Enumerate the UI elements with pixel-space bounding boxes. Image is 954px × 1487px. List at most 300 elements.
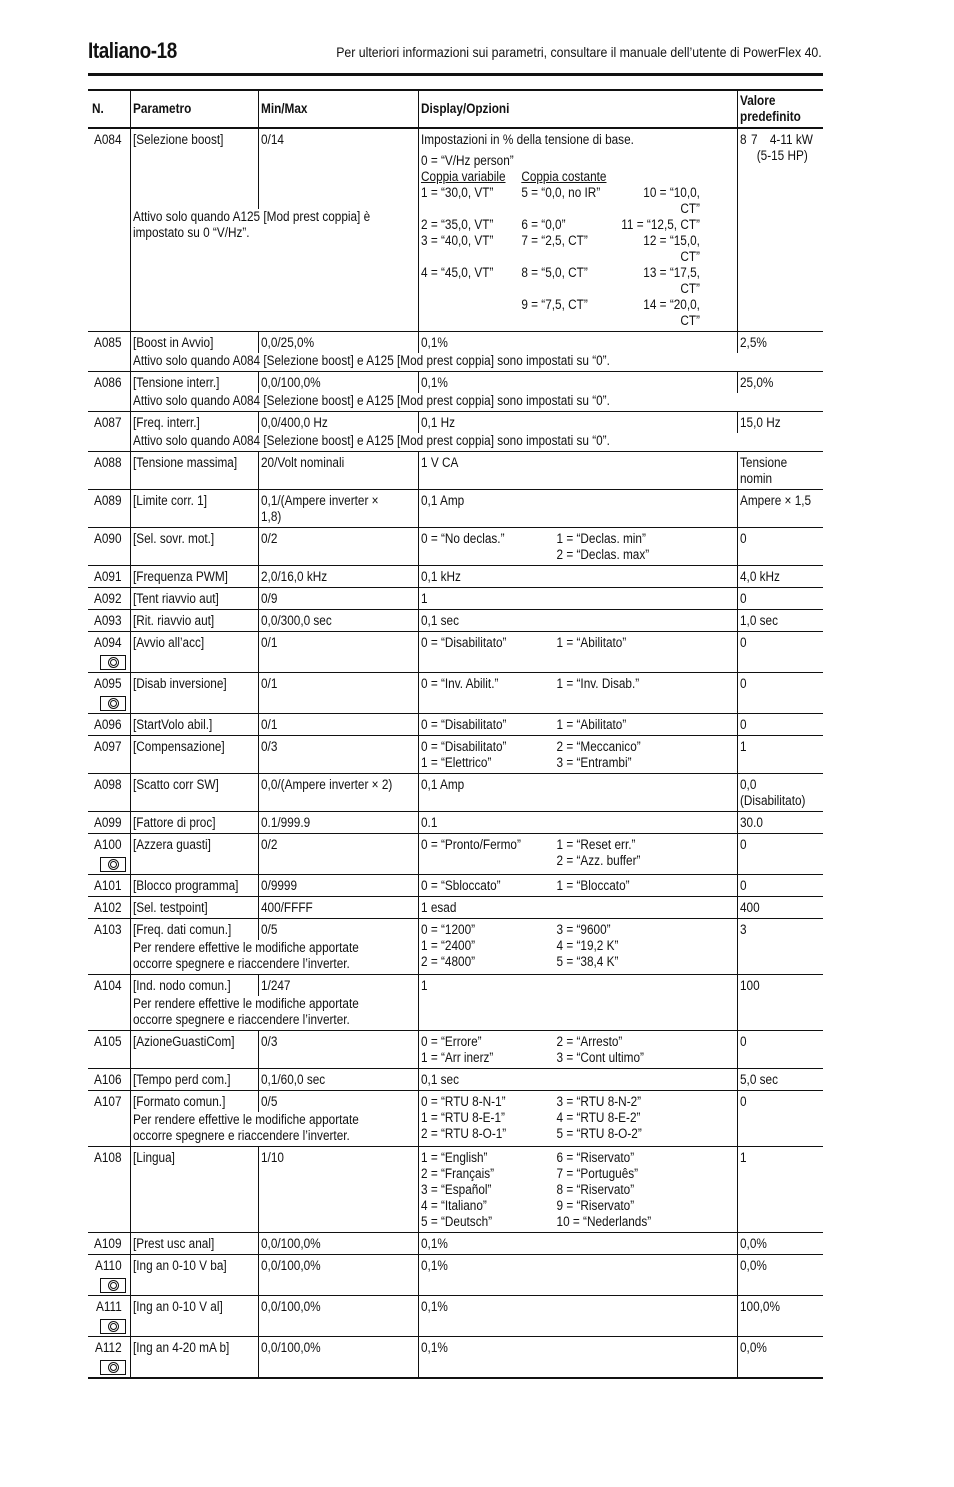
header-rule [88, 73, 823, 76]
table-cell [258, 412, 418, 434]
table-cell [418, 774, 737, 812]
cell-text: 15,0 Hz [739, 415, 781, 430]
cell-text: A111 [96, 1299, 122, 1314]
cell-text: 0,0 (Disabilitato) [739, 777, 805, 808]
table-cell [88, 412, 130, 434]
cell-text: 0/2 [260, 837, 277, 852]
table-row [88, 610, 823, 632]
table-cell [258, 673, 418, 714]
table-row [88, 412, 823, 434]
cell-text: 0 = “RTU 8-N-1” 1 = “RTU 8-E-1” 2 = “RTU 8-O-1” [420, 1094, 506, 1141]
table-cell [258, 1091, 418, 1113]
cell-text: Coppia costante [520, 169, 606, 184]
cell-text: 7 [750, 132, 758, 147]
table-cell [418, 588, 737, 610]
table-cell [418, 490, 737, 528]
table-cell [88, 1337, 130, 1379]
table-row [88, 588, 823, 610]
table-cell [258, 332, 418, 354]
cell-text: A084 [94, 132, 122, 147]
table-cell [737, 897, 823, 919]
table-row [88, 1147, 823, 1233]
table-cell [418, 528, 737, 566]
cell-text: Attivo solo quando A125 [Mod prest coppia] è impostato su 0 “V/Hz”. [132, 209, 370, 240]
cell-text: A090 [94, 531, 122, 546]
table-cell [418, 1337, 737, 1379]
table-cell [418, 1233, 737, 1255]
table-row [88, 714, 823, 736]
param-display [418, 128, 737, 332]
table-cell [418, 975, 737, 1031]
table-cell [88, 919, 130, 975]
cell-text: Ampere × 1,5 [739, 493, 811, 508]
cell-text: 0 = “Sbloccato” [420, 878, 501, 893]
cell-text: 0 [739, 717, 747, 732]
table-cell [737, 372, 823, 394]
param-note [130, 940, 418, 975]
table-cell [258, 588, 418, 610]
table-cell [130, 1091, 258, 1113]
table-row [88, 975, 823, 997]
table-cell [130, 588, 258, 610]
cell-text: 6 = “Riservato” 7 = “Português” 8 = “Riservato” 9 = “Riservato” 10 = “Nederlands” [556, 1150, 651, 1229]
table-cell [737, 1031, 823, 1069]
stop-drive-icon [100, 857, 126, 872]
cell-text: A099 [94, 815, 122, 830]
cell-text: 1 = “Reset err.” 2 = “Azz. buffer” [556, 837, 640, 868]
cell-text: 2,0/16,0 kHz [260, 569, 327, 584]
table-cell [737, 875, 823, 897]
cell-text: Tensione nomin [739, 455, 787, 486]
cell-text: [Selezione boost] [132, 132, 223, 147]
table-cell [130, 566, 258, 588]
cell-text: 0,1 Amp [420, 493, 464, 508]
table-cell [258, 714, 418, 736]
cell-text: A100 [94, 837, 122, 852]
table-cell [88, 528, 130, 566]
cell-text: 0/9999 [260, 878, 297, 893]
table-cell [130, 919, 258, 941]
table-row [88, 528, 823, 566]
cell-text: [Formato comun.] [132, 1094, 225, 1109]
table-cell [258, 812, 418, 834]
cell-text: 0,1% [420, 335, 448, 350]
cell-text: 0/1 [260, 717, 277, 732]
cell-text: 4,0 kHz [739, 569, 780, 584]
cell-text: 0.1/999.9 [260, 815, 310, 830]
param-note [130, 209, 418, 332]
table-cell [88, 812, 130, 834]
cell-text: 0,0/100,0% [260, 1340, 321, 1355]
cell-text: 0 = “1200” 1 = “2400” 2 = “4800” [420, 922, 475, 969]
cell-text: 0/9 [260, 591, 277, 606]
cell-text: Attivo solo quando A084 [Selezione boost] e A125 [Mod prest coppia] sono impostati su “0”. [132, 433, 610, 448]
cell-text: A112 [95, 1340, 122, 1355]
table-cell [258, 372, 418, 394]
param-number [88, 128, 130, 332]
cell-text: [Azzera guasti] [132, 837, 211, 852]
table-cell [258, 1337, 418, 1379]
table-cell [88, 632, 130, 673]
cell-text: 1 = “Declas. min” 2 = “Declas. max” [556, 531, 649, 562]
cell-text: 0,1% [420, 1236, 448, 1251]
table-cell [737, 834, 823, 875]
table-cell [88, 1069, 130, 1091]
cell-text: 0 = “V/Hz person” [420, 153, 514, 168]
table-cell [418, 1091, 737, 1147]
cell-text: 0/1 [260, 635, 277, 650]
cell-text: A093 [94, 613, 122, 628]
cell-text: [Compensazione] [132, 739, 225, 754]
cell-text: 0,1 sec [420, 1072, 459, 1087]
table-cell [88, 673, 130, 714]
table-cell [88, 714, 130, 736]
cell-text: 8 [739, 132, 747, 147]
table-cell [130, 372, 258, 394]
cell-text: 0,1 sec [420, 613, 459, 628]
table-cell [418, 1296, 737, 1337]
table-cell [88, 588, 130, 610]
cell-text: Display/Opzioni [420, 101, 509, 116]
table-cell [418, 412, 737, 434]
table-cell [418, 372, 737, 394]
table-cell [130, 897, 258, 919]
cell-text: 30.0 [739, 815, 763, 830]
table-cell [88, 975, 130, 1031]
cell-text: [Scatto corr SW] [132, 777, 219, 792]
table-row [88, 332, 823, 354]
cell-text: 0,0/25,0% [260, 335, 314, 350]
cell-text: 0 [739, 531, 747, 546]
table-cell [130, 1147, 258, 1233]
page-title: Italiano-18 [88, 38, 177, 63]
table-cell [258, 975, 418, 997]
cell-text: 5,0 sec [739, 1072, 778, 1087]
cell-text: N. [92, 101, 104, 116]
cell-text: 1 = “30,0, VT” [420, 185, 493, 200]
cell-text: 400/FFFF [260, 900, 313, 915]
table-cell [418, 897, 737, 919]
cell-text: [Boost in Avvio] [132, 335, 213, 350]
cell-text: 100 [739, 978, 760, 993]
cell-text: [Lingua] [132, 1150, 175, 1165]
table-row [88, 1091, 823, 1113]
table-cell [418, 834, 737, 875]
table-row [88, 393, 823, 412]
table-cell [418, 1147, 737, 1233]
param-note [130, 433, 823, 452]
table-cell [418, 1255, 737, 1296]
table-cell [130, 490, 258, 528]
table-cell [130, 1069, 258, 1091]
table-cell [130, 412, 258, 434]
stop-drive-icon [100, 655, 126, 670]
cell-text: 0/2 [260, 531, 277, 546]
table-cell [88, 834, 130, 875]
table-cell [258, 610, 418, 632]
table-cell [737, 812, 823, 834]
table-cell [258, 834, 418, 875]
cell-text: Per rendere effettive le modifiche apportate occorre spegnere e riaccendere l’inverter. [132, 940, 359, 971]
cell-text: 2 = “35,0, VT” [420, 217, 493, 232]
cell-text: Per rendere effettive le modifiche apportate occorre spegnere e riaccendere l’inverter. [132, 996, 359, 1027]
table-cell [258, 1296, 418, 1337]
table-cell [418, 875, 737, 897]
cell-text: 1 [739, 739, 747, 754]
boost-options [421, 169, 738, 329]
table-cell [737, 975, 823, 1031]
table-cell [88, 1147, 130, 1233]
table-cell [258, 632, 418, 673]
table-cell [737, 774, 823, 812]
table-cell [737, 1296, 823, 1337]
table-cell [130, 673, 258, 714]
table-cell [130, 452, 258, 490]
cell-text: 0 = “No declas.” [420, 531, 505, 546]
table-cell [88, 566, 130, 588]
cell-text: 25,0% [739, 375, 773, 390]
page-subtitle: Per ulteriori informazioni sui parametri, consultare il manuale dell’utente di PowerFlex 40. [336, 44, 822, 60]
cell-text: 3 = “40,0, VT” [420, 233, 493, 248]
cell-text: 4 = “45,0, VT” [420, 265, 493, 280]
parameter-table [88, 89, 823, 1379]
cell-text: 0,0/100,0% [260, 375, 321, 390]
table-cell [418, 452, 737, 490]
cell-text: 14 = “20,0, CT” [642, 297, 700, 328]
cell-text: Valore predefinito [739, 93, 801, 124]
table-cell [130, 812, 258, 834]
cell-text: 0,0/400,0 Hz [260, 415, 328, 430]
table-cell [418, 1069, 737, 1091]
table-row [88, 1337, 823, 1379]
table-row [88, 1255, 823, 1296]
table-cell [737, 412, 823, 434]
table-cell [418, 632, 737, 673]
table-cell [130, 714, 258, 736]
cell-text: 12 = “15,0, CT” [642, 233, 700, 264]
cell-text: 3 = “9600” 4 = “19,2 K” 5 = “38,4 K” [556, 922, 618, 969]
table-row [88, 1069, 823, 1091]
cell-text: A097 [94, 739, 122, 754]
table-row [88, 1031, 823, 1069]
table-row [88, 1233, 823, 1255]
table-cell [418, 332, 737, 354]
table-cell [130, 610, 258, 632]
table-cell [418, 673, 737, 714]
table-cell [88, 1091, 130, 1147]
cell-text: A091 [94, 569, 122, 584]
cell-text: [Freq. dati comun.] [132, 922, 231, 937]
cell-text: A104 [94, 978, 122, 993]
table-cell [88, 610, 130, 632]
cell-text: 3 [739, 922, 747, 937]
cell-text: [Avvio all’acc] [132, 635, 204, 650]
param-name [130, 128, 258, 209]
cell-text: 0/5 [260, 1094, 277, 1109]
table-cell [130, 632, 258, 673]
col-header-display [418, 90, 737, 128]
table-cell [88, 897, 130, 919]
cell-text: 2 = “Arresto” 3 = “Cont ultimo” [556, 1034, 644, 1065]
cell-text: 0,0% [739, 1236, 767, 1251]
stop-drive-icon [100, 1278, 126, 1293]
table-row [88, 353, 823, 372]
stop-drive-icon [100, 696, 126, 711]
table-cell [130, 774, 258, 812]
cell-text: 0 [739, 635, 747, 650]
cell-text: [Ing an 0-10 V al] [132, 1299, 223, 1314]
stop-drive-icon [100, 1360, 126, 1375]
cell-text: 1 esad [420, 900, 456, 915]
table-cell [737, 673, 823, 714]
table-cell [88, 1031, 130, 1069]
table-cell [737, 1337, 823, 1379]
cell-text: 1 = “Inv. Disab.” [556, 676, 639, 691]
table-cell [130, 875, 258, 897]
table-cell [258, 452, 418, 490]
table-cell [737, 632, 823, 673]
cell-text: 0 [739, 837, 747, 852]
cell-text: Attivo solo quando A084 [Selezione boost] e A125 [Mod prest coppia] sono impostati su “0”. [132, 353, 610, 368]
cell-text: A085 [94, 335, 122, 350]
cell-text: [Blocco programma] [132, 878, 238, 893]
table-cell [88, 736, 130, 774]
cell-text: A109 [94, 1236, 122, 1251]
cell-text: [Frequenza PWM] [132, 569, 228, 584]
cell-text: [Sel. sovr. mot.] [132, 531, 214, 546]
cell-text: 0,1% [420, 1258, 448, 1273]
cell-text: 0/5 [260, 922, 277, 937]
cell-text: 0 [739, 676, 747, 691]
cell-text: 1 [739, 1150, 747, 1165]
table-cell [737, 1069, 823, 1091]
cell-text: 0 = “Disabilitato” 1 = “Elettrico” [420, 739, 506, 770]
cell-text: [StartVolo abil.] [132, 717, 212, 732]
table-row [88, 452, 823, 490]
cell-text: 7 = “2,5, CT” [520, 233, 588, 248]
cell-text: A105 [94, 1034, 122, 1049]
col-header-n [88, 90, 130, 128]
table-cell [130, 528, 258, 566]
table-row [88, 128, 823, 209]
cell-text: 1 [420, 591, 428, 606]
table-row [88, 1296, 823, 1337]
table-cell [418, 610, 737, 632]
cell-text: 1/247 [260, 978, 290, 993]
cell-text: 2,5% [739, 335, 767, 350]
cell-text: 0 = “Inv. Abilit.” [420, 676, 498, 691]
cell-text: Min/Max [260, 101, 307, 116]
table-cell [258, 1069, 418, 1091]
cell-text: 0,0/100,0% [260, 1236, 321, 1251]
cell-text: 0,1 Hz [420, 415, 455, 430]
cell-text: 0 [739, 591, 747, 606]
table-cell [258, 566, 418, 588]
table-header [88, 90, 823, 128]
cell-text: A107 [94, 1094, 122, 1109]
table-cell [258, 919, 418, 941]
cell-text: A098 [94, 777, 122, 792]
table-cell [418, 919, 737, 975]
table-cell [737, 736, 823, 774]
cell-text: 0/3 [260, 739, 277, 754]
table-cell [418, 714, 737, 736]
cell-text: 0 = “Pronto/Fermo” [420, 837, 521, 852]
cell-text: 0,0/100,0% [260, 1258, 321, 1273]
table-cell [258, 490, 418, 528]
cell-text: 13 = “17,5, CT” [642, 265, 700, 296]
table-cell [258, 1147, 418, 1233]
table-cell [737, 1255, 823, 1296]
table-cell [130, 1337, 258, 1379]
cell-text: [Freq. interr.] [132, 415, 200, 430]
cell-text: 1 = “Abilitato” [556, 635, 626, 650]
cell-text: A092 [94, 591, 122, 606]
cell-text: [Limite corr. 1] [132, 493, 207, 508]
table-cell [737, 1233, 823, 1255]
cell-text: A106 [94, 1072, 122, 1087]
table-cell [737, 919, 823, 975]
table-row [88, 372, 823, 394]
table-cell [130, 736, 258, 774]
cell-text: 1 [420, 978, 428, 993]
table-cell [418, 1031, 737, 1069]
cell-text: Per rendere effettive le modifiche apportate occorre spegnere e riaccendere l’inverter. [132, 1112, 359, 1143]
table-cell [88, 353, 130, 372]
cell-text: 0/1 [260, 676, 277, 691]
cell-text: A089 [94, 493, 122, 508]
table-row [88, 673, 823, 714]
cell-text: Attivo solo quando A084 [Selezione boost] e A125 [Mod prest coppia] sono impostati su “0”. [132, 393, 610, 408]
cell-text: 0,1/(Ampere inverter × 1,8) [260, 493, 379, 524]
cell-text: 9 = “7,5, CT” [520, 297, 588, 312]
param-minmax [258, 128, 418, 209]
cell-text: 0 = “Errore” 1 = “Arr inerz” [420, 1034, 493, 1065]
param-note [130, 353, 823, 372]
table-row [88, 433, 823, 452]
table-cell [88, 1296, 130, 1337]
cell-text: 0,0% [739, 1340, 767, 1355]
cell-text: [Tensione massima] [132, 455, 237, 470]
cell-text: 1/10 [260, 1150, 284, 1165]
cell-text: [Sel. testpoint] [132, 900, 208, 915]
table-cell [737, 1147, 823, 1233]
table-cell [88, 1255, 130, 1296]
stop-drive-icon [100, 1319, 126, 1334]
cell-text: A087 [94, 415, 122, 430]
cell-text: [AzioneGuastiCom] [132, 1034, 235, 1049]
cell-text: A110 [95, 1258, 122, 1273]
table-cell [130, 1031, 258, 1069]
table-cell [258, 774, 418, 812]
cell-text: 0,0% [739, 1258, 767, 1273]
cell-text: 0 [739, 1034, 747, 1049]
cell-text: [Ing an 0-10 V ba] [132, 1258, 227, 1273]
cell-text: 8 = “5,0, CT” [520, 265, 588, 280]
table-row [88, 875, 823, 897]
table-cell [737, 610, 823, 632]
table-cell [737, 588, 823, 610]
cell-text: 0,0/300,0 sec [260, 613, 332, 628]
cell-text: Impostazioni in % della tensione di base. [420, 132, 634, 147]
table-cell [737, 566, 823, 588]
cell-text: Parametro [132, 101, 191, 116]
cell-text: 10 = “10,0, CT” [642, 185, 700, 216]
col-header-default [737, 90, 823, 128]
param-default [737, 128, 823, 332]
cell-text: [Ind. nodo comun.] [132, 978, 231, 993]
cell-text: 0,1% [420, 375, 448, 390]
